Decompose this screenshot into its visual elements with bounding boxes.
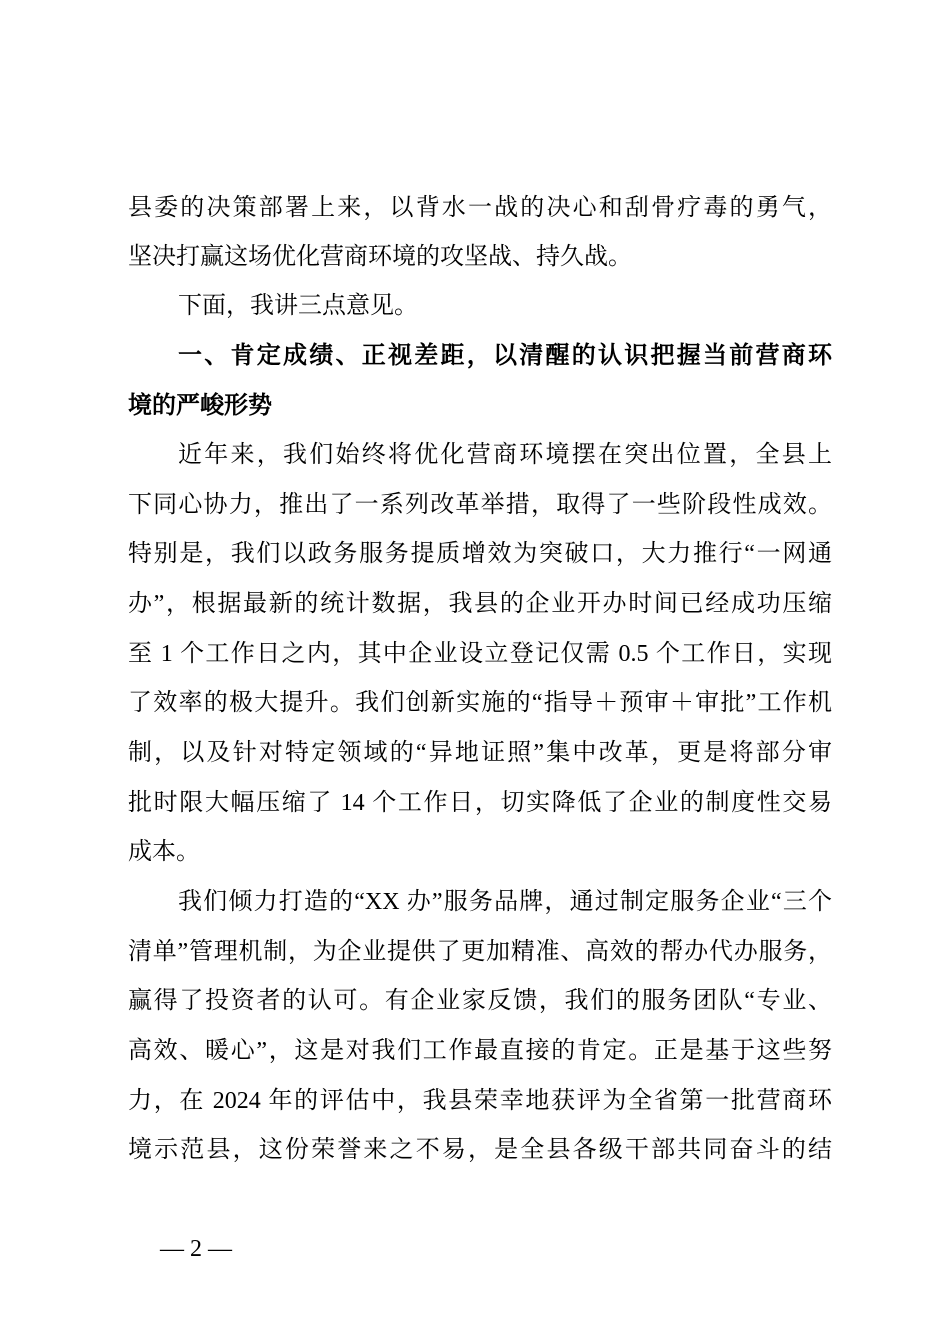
body-text-line: 我们倾力打造的“XX 办”服务品牌，通过制定服务企业“三个 xyxy=(178,889,832,915)
body-text-line: 高效、暖心”，这是对我们工作最直接的肯定。正是基于这些努 xyxy=(128,1038,832,1064)
body-text-line: 力，在 2024 年的评估中，我县荣幸地获评为全省第一批营商环 xyxy=(128,1088,832,1114)
body-text-line: 至 1 个工作日之内，其中企业设立登记仅需 0.5 个工作日，实现 xyxy=(128,641,832,667)
body-text-line: 县委的决策部署上来，以背水一战的决心和刮骨疗毒的勇气， xyxy=(128,195,832,221)
body-text-line: 制，以及针对特定领域的“异地证照”集中改革，更是将部分审 xyxy=(128,740,832,766)
body-text-line: 坚决打赢这场优化营商环境的攻坚战、持久战。 xyxy=(128,244,632,270)
body-text-line: 赢得了投资者的认可。有企业家反馈，我们的服务团队“专业、 xyxy=(128,988,832,1014)
body-text-line: 成本。 xyxy=(128,839,200,865)
body-text-line: 了效率的极大提升。我们创新实施的“指导＋预审＋审批”工作机 xyxy=(128,690,832,716)
body-text-line: 近年来，我们始终将优化营商环境摆在突出位置，全县上 xyxy=(178,442,832,468)
section-heading: 境的严峻形势 xyxy=(128,393,272,419)
page-number: — 2 — xyxy=(160,1236,232,1262)
section-heading: 一、肯定成绩、正视差距，以清醒的认识把握当前营商环 xyxy=(178,343,832,369)
body-text-line: 下同心协力，推出了一系列改革举措，取得了一些阶段性成效。 xyxy=(128,492,832,518)
body-text-line: 批时限大幅压缩了 14 个工作日，切实降低了企业的制度性交易 xyxy=(128,790,832,816)
body-text-line: 下面，我讲三点意见。 xyxy=(178,293,418,319)
body-text-line: 特别是，我们以政务服务提质增效为突破口，大力推行“一网通 xyxy=(128,541,832,567)
body-text-line: 境示范县，这份荣誉来之不易，是全县各级干部共同奋斗的结 xyxy=(128,1137,832,1163)
body-text-line: 办”，根据最新的统计数据，我县的企业开办时间已经成功压缩 xyxy=(128,591,832,617)
body-text-line: 清单”管理机制，为企业提供了更加精准、高效的帮办代办服务， xyxy=(128,939,832,965)
